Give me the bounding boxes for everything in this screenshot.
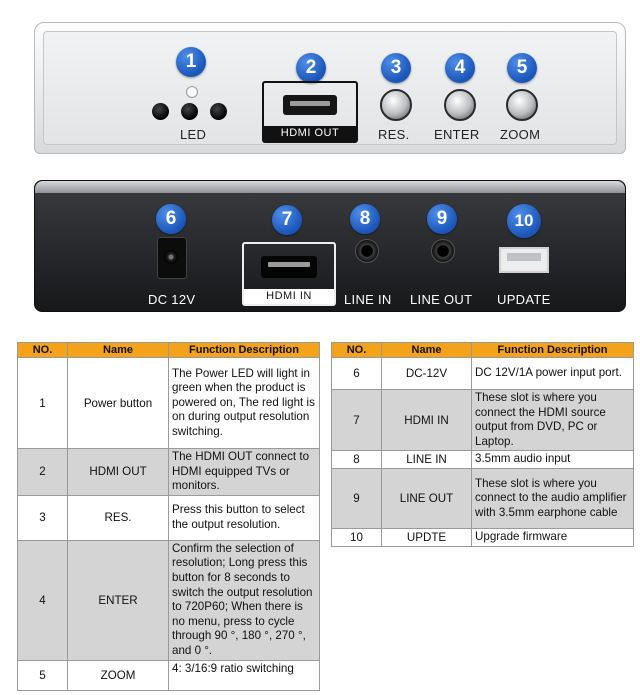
row-no: 4 bbox=[18, 540, 68, 660]
led-hole-left bbox=[152, 103, 169, 120]
row-no: 8 bbox=[332, 451, 382, 469]
badge-9: 9 bbox=[427, 204, 457, 234]
row-no: 10 bbox=[332, 528, 382, 546]
hdmi-out-label: HDMI OUT bbox=[264, 126, 356, 141]
row-no: 9 bbox=[332, 468, 382, 528]
row-description: DC 12V/1A power input port. bbox=[472, 358, 634, 390]
function-table-right bbox=[331, 342, 634, 547]
header-function: Function Description bbox=[169, 343, 320, 358]
line-out-label: LINE OUT bbox=[410, 292, 473, 307]
badge-10: 10 bbox=[507, 204, 541, 238]
badge-8: 8 bbox=[350, 204, 380, 234]
table-row bbox=[332, 390, 634, 451]
row-name: ENTER bbox=[68, 540, 169, 660]
led-hole-right bbox=[210, 103, 227, 120]
row-description: 3.5mm audio input bbox=[472, 451, 634, 469]
row-description: These slot is where you connect the HDMI source output from DVD, PC or Laptop. bbox=[472, 390, 634, 451]
row-name: Power button bbox=[68, 358, 169, 449]
zoom-button[interactable] bbox=[506, 89, 538, 121]
row-description: Confirm the selection of resolution; Long press this button for 8 seconds to switch the output resolution to 720P60; When there is no menu, press to cycle through 90 °, 180 °, 270 °, and 0 °. bbox=[169, 540, 320, 660]
hdmi-in-port[interactable] bbox=[261, 256, 317, 278]
hdmi-out-frame bbox=[262, 81, 358, 143]
table-row bbox=[18, 540, 320, 660]
row-name: HDMI OUT bbox=[68, 449, 169, 496]
front-panel-face bbox=[43, 31, 617, 145]
badge-3: 3 bbox=[381, 53, 411, 83]
table-row bbox=[332, 468, 634, 528]
update-label: UPDATE bbox=[497, 292, 551, 307]
table-row bbox=[18, 449, 320, 496]
header-name: Name bbox=[68, 343, 169, 358]
power-led-indicator bbox=[186, 86, 198, 98]
header-no: NO. bbox=[18, 343, 68, 358]
table-header-row bbox=[332, 343, 634, 358]
row-name: LINE OUT bbox=[382, 468, 472, 528]
line-in-jack[interactable] bbox=[355, 239, 379, 263]
dc-power-jack[interactable] bbox=[157, 237, 187, 279]
row-name: ZOOM bbox=[68, 660, 169, 690]
usb-update-port[interactable] bbox=[499, 247, 549, 273]
row-name: DC-12V bbox=[382, 358, 472, 390]
row-name: HDMI IN bbox=[382, 390, 472, 451]
line-in-label: LINE IN bbox=[344, 292, 392, 307]
header-no: NO. bbox=[332, 343, 382, 358]
table-row bbox=[332, 528, 634, 546]
badge-2: 2 bbox=[296, 53, 326, 83]
row-name: UPDTE bbox=[382, 528, 472, 546]
badge-7: 7 bbox=[272, 205, 302, 235]
header-name: Name bbox=[382, 343, 472, 358]
res-label: RES. bbox=[378, 127, 410, 142]
dc-12v-label: DC 12V bbox=[148, 292, 196, 307]
row-description: These slot is where you connect to the audio amplifier with 3.5mm earphone cable bbox=[472, 468, 634, 528]
row-name: RES. bbox=[68, 495, 169, 540]
led-hole-middle bbox=[181, 103, 198, 120]
led-label: LED bbox=[180, 127, 207, 142]
res-button[interactable] bbox=[380, 89, 412, 121]
row-no: 1 bbox=[18, 358, 68, 449]
row-description: Upgrade firmware bbox=[472, 528, 634, 546]
table-row bbox=[18, 495, 320, 540]
header-function: Function Description bbox=[472, 343, 634, 358]
row-name: LINE IN bbox=[382, 451, 472, 469]
row-description: The HDMI OUT connect to HDMI equipped TVs or monitors. bbox=[169, 449, 320, 496]
hdmi-out-port bbox=[283, 95, 337, 115]
row-no: 6 bbox=[332, 358, 382, 390]
row-no: 7 bbox=[332, 390, 382, 451]
badge-5: 5 bbox=[507, 53, 537, 83]
badge-6: 6 bbox=[156, 204, 186, 234]
row-description: Press this button to select the output resolution. bbox=[169, 495, 320, 540]
hdmi-in-frame bbox=[242, 242, 336, 306]
row-description: 4: 3/16:9 ratio switching bbox=[169, 660, 320, 690]
row-no: 3 bbox=[18, 495, 68, 540]
function-table-left bbox=[17, 342, 320, 691]
zoom-label: ZOOM bbox=[500, 127, 541, 142]
table-row bbox=[18, 660, 320, 690]
table-row bbox=[332, 358, 634, 390]
table-row bbox=[18, 358, 320, 449]
row-no: 5 bbox=[18, 660, 68, 690]
row-no: 2 bbox=[18, 449, 68, 496]
line-out-jack[interactable] bbox=[431, 239, 455, 263]
row-description: The Power LED will light in green when the product is powered on, The red light is on during output resolution switching. bbox=[169, 358, 320, 449]
enter-button[interactable] bbox=[444, 89, 476, 121]
hdmi-in-label: HDMI IN bbox=[244, 289, 334, 304]
table-row bbox=[332, 451, 634, 469]
badge-4: 4 bbox=[445, 53, 475, 83]
badge-1: 1 bbox=[176, 47, 206, 77]
back-panel-top-edge bbox=[35, 181, 625, 193]
table-header-row bbox=[18, 343, 320, 358]
enter-label: ENTER bbox=[434, 127, 480, 142]
back-panel bbox=[34, 180, 626, 312]
front-panel bbox=[34, 22, 626, 154]
